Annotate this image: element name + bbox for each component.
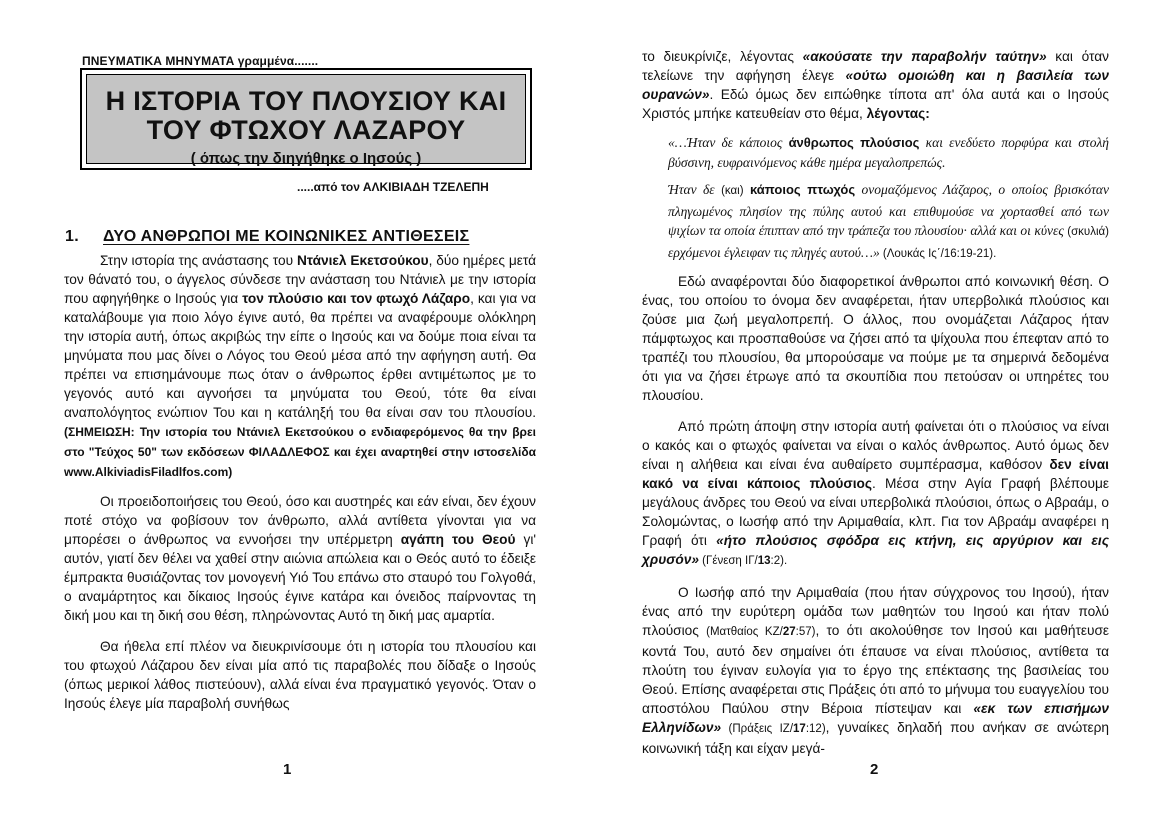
page-number: 1: [283, 761, 292, 778]
section-number: 1.: [65, 228, 79, 245]
scripture-reference: (Λουκάς Ις΄/16:19-21).: [879, 247, 997, 260]
section-title: ΔΥΟ ΑΝΘΡΩΠΟΙ ΜΕ ΚΟΙΝΩΝΙΚΕΣ ΑΝΤΙΘΕΣΕΙΣ: [103, 228, 470, 245]
series-label: ΠΝΕΥΜΑΤΙΚΑ ΜΗΝΥΜΑΤΑ γραμμένα.......: [82, 54, 319, 68]
emphasis: δεν είναι κακό να είναι κάποιος πλούσιος: [642, 457, 1109, 491]
title-line-1: Η ΙΣΤΟΡΙΑ ΤΟΥ ΠΛΟΥΣΙΟΥ ΚΑΙ: [105, 86, 507, 116]
text-run: , γυναίκες δηλαδή που ανήκαν σε ανώτερη κοινωνική τάξη και είχαν μεγά-: [642, 720, 1109, 756]
scripture-quote: «εκ των επισήμων Ελληνίδων»: [642, 701, 1110, 735]
right-text-column: [642, 47, 1109, 770]
scripture-reference: :12): [805, 723, 826, 735]
editor-note: (ΣΗΜΕΙΩΣΗ: Την ιστορία του Ντάνιελ Εκετσούκου ο ενδιαφερόμενος θα την βρει στο "Τεύχος 50" των εκδόσεων ΦΙΛΑΔΛΕΦΟΣ και έχει αναρτηθεί στην ιστοσελίδα www.AlkiviadisFiladlfos.com): [64, 425, 536, 479]
text-run: , το ότι ακολούθησε τον Ιησού και μαθήτευσε κοντά Του, αυτό δεν σημαίνει ότι έπαυσε να είναι πλούσιος, αντίθετα τα πλούτη του έγιναν ευλογία για το έργο της επέκτασης της βασιλείας του Θεού. Επίσης αναφέρεται στις Πράξεις ότι από το μήνυμα του ευαγγελίου του αποστόλου Παύλου στην Βέροια πίστεψαν και: [642, 623, 1109, 716]
scripture-reference: (Γένεση ΙΓ/: [698, 555, 758, 567]
scripture-reference: 13: [757, 555, 771, 567]
emphasis: άνθρωπος πλούσιος: [788, 135, 920, 150]
scripture-reference: :57): [795, 626, 816, 638]
text-run: Από πρώτη άποψη στην ιστορία αυτή φαίνεται ότι ο πλούσιος να είναι ο κακός και ο φτωχός φαίνεται να είναι ο καλός άνθρωπος. Αυτό όμως δεν είναι η αλήθεια και είναι ένα αυθαίρετο συμπέρασμα, καθόσον: [642, 419, 1109, 472]
text-run: και ενεδύετο πορφύρα και στολή βύσσινη, ευφραινόμενος κάθε ημέρα μεγαλοπρεπώς.: [668, 135, 1110, 170]
paragraph: [64, 637, 536, 713]
scripture-reference: 17: [793, 723, 806, 735]
page-2: [584, 0, 1169, 826]
text-run: ερχόμενοι έγλειφαν τις πληγές αυτού…»: [668, 244, 880, 260]
text-run: , και για να καταλάβουμε για ποιο λόγο έγινε αυτό, θα πρέπει να αναφέρουμε ολόκληρη την ιστορία αυτή, όπως ακριβώς την είπε ο Ιησούς και να δούμε ποια είναι τα μηνύματα που μας δίνει ο Λόγος του Θεού μέσα από την αφήγηση αυτή. Θα πρέπει να επισημάνουμε πως όταν ο άνθρωπος έρθει αντιμέτωπος με το γεγονός αυτό και αγνοήσει τα μηνύματα του Θεού, τότε θα είναι αναπολόγητος ενώπιον Του και η κατάληξή του θα είναι σαν του πλουσίου.: [64, 291, 536, 420]
text-run: «…Ήταν δε κάποιος: [668, 135, 789, 150]
emphasis: λέγοντας:: [866, 106, 930, 121]
text-run: Εδώ αναφέρονται δύο διαφορετικοί άνθρωποι από κοινωνική θέση. Ο ένας, του οποίου το όνομα δεν αναφέρεται, ήταν υπερβολικά πλούσιος και ζούσε μια ζωή μεγαλοπρεπή. Ο άλλος, που ονομάζεται Λάζαρος ήταν πάμφτωχος και προσπαθούσε να ζήσει από τα ψίχουλα που έπεφταν από το τραπέζι του πλουσίου, θα μπορούσαμε να πούμε με τα σημερινά δεδομένα ότι για να ζήσει έτρωγε από τα σκουπίδια που πετούσαν οι υπηρέτες του πλουσίου.: [642, 274, 1109, 403]
scripture-block-2: [668, 180, 1109, 264]
scripture-reference: (Ματθαίος ΚΖ/: [706, 626, 783, 638]
emphasis: τον πλούσιο και τον φτωχό Λάζαρο: [242, 291, 471, 306]
scripture-reference: :2).: [770, 555, 788, 567]
title-subtitle: ( όπως την διηγήθηκε ο Ιησούς ): [190, 150, 422, 167]
scripture-block-1: [668, 133, 1109, 172]
emphasis: αγάπη του Θεού: [400, 532, 516, 547]
text-run: Ο Ιωσήφ από την Αριμαθαία (που ήταν σύγχρονος του Ιησού), ήταν ένας από την ευρύτερη ομάδα των μαθητών του Ιησού και ήταν πολύ πλούσιος: [642, 585, 1109, 638]
paragraph: [642, 583, 1109, 758]
gloss: (σκυλιά): [1067, 226, 1109, 238]
page-number: 2: [870, 761, 879, 778]
text-run: το διευκρίνιζε, λέγοντας: [642, 49, 803, 64]
paragraph: [64, 492, 536, 625]
page-1: [0, 0, 584, 826]
text-run: . Μέσα στην Αγία Γραφή βλέπουμε μεγάλους άνδρες του Θεού να είναι υπερβολικά πλούσιοι, όπως ο Αβραάμ, ο Σολομώντας, ο Ιωσήφ από την Αριμαθαία, κλπ. Για τον Αβραάμ αναφέρει η Γραφή ότι: [642, 476, 1110, 548]
text-run: Οι προειδοποιήσεις του Θεού, όσο και αυστηρές και εάν είναι, δεν έχουν ποτέ στόχο να φοβίσουν τον άνθρωπο, αλλά αντίθετα γίνονται για να μπορέσει ο άνθρωπος να εννοήσει την υπέρμετρη: [64, 494, 536, 547]
paragraph: [642, 417, 1109, 571]
title-box-inner: [86, 74, 526, 167]
scripture-reference: 27: [782, 626, 796, 638]
text-run: και όταν τελείωνε την αφήγηση έλεγε: [642, 49, 1109, 83]
author-byline: .....από τον ΑΛΚΙΒΙΑΔΗ ΤΖΕΛΕΠΗ: [297, 180, 489, 194]
scripture-quote: «ήτο πλούσιος σφόδρα εις κτήνη, εις αργύριον και εις χρυσόν»: [642, 533, 1110, 567]
section-heading: [65, 228, 535, 246]
emphasis: κάποιος πτωχός: [749, 182, 856, 197]
text-run: Θα ήθελα επί πλέον να διευκρινίσουμε ότι η ιστορία του πλουσίου και του φτωχού Λάζαρου δεν είναι μία από τις παραβολές που δίδαξε ο Ιησούς (όπως μερικοί λάθος πιστεύουν), αλλά είναι ένα πραγματικό γεγονός. Όταν ο Ιησούς έλεγε μία παραβολή συνήθως: [64, 639, 536, 711]
scripture-quote: «ακούσατε την παραβολήν ταύτην»: [802, 49, 1047, 64]
paragraph: [642, 272, 1109, 405]
paragraph: [642, 47, 1109, 123]
text-run: ονομαζόμενος Λάζαρος, ο οποίος βρισκόταν πληγωμένος πλησίον της πύλης αυτού και επιθυμούσε να χορτασθεί από των ψιχίων τα οποία έπιπταν από την τράπεζα του πλουσίου· αλλά και οι κύνες: [668, 182, 1109, 238]
text-run: . Εδώ όμως δεν ειπώθηκε τίποτα απ' όλα αυτά και ο Ιησούς Χριστός μπήκε κατευθείαν στο θέμα,: [642, 87, 1109, 121]
text-run: Ήταν δε: [668, 182, 722, 197]
emphasis: Ντάνιελ Εκετσούκου: [296, 253, 429, 268]
text-run: γι' αυτόν, γιατί δεν θέλει να χαθεί στην αιώνια απώλεια και ο Θεός αυτό το έδειξε έμπρακτα θυσιάζοντας τον μονογενή Υιό Του επάνω στο σταυρό του Γολγοθά, ο αναμάρτητος και δίκαιος Ιησούς έγινε κατάρα και όνειδος παίρνοντας τη δική μου και τη δική σου θέση, πληρώνοντας Αυτό τη δική μας αμαρτία.: [64, 532, 536, 623]
paragraph: [64, 251, 536, 482]
scripture-reference: (Πράξεις ΙΖ/: [721, 723, 794, 735]
scripture-quote: «ούτω ομοιώθη και η βασιλεία των ουρανών»: [642, 68, 1109, 102]
text-run: , δύο ημέρες μετά τον θάνατό του, ο άγγελος σύνδεσε την ανάσταση του Ντάνιελ με την ιστορία που αφηγήθηκε ο Ιησούς για: [64, 253, 536, 306]
title-line-2: ΤΟΥ ΦΤΩΧΟΥ ΛΑΖΑΡΟΥ: [146, 115, 466, 145]
left-text-column: [64, 251, 536, 725]
title-box: [80, 68, 532, 170]
text-run: Στην ιστορία της ανάστασης του: [100, 253, 297, 268]
gloss: (και): [721, 185, 744, 197]
